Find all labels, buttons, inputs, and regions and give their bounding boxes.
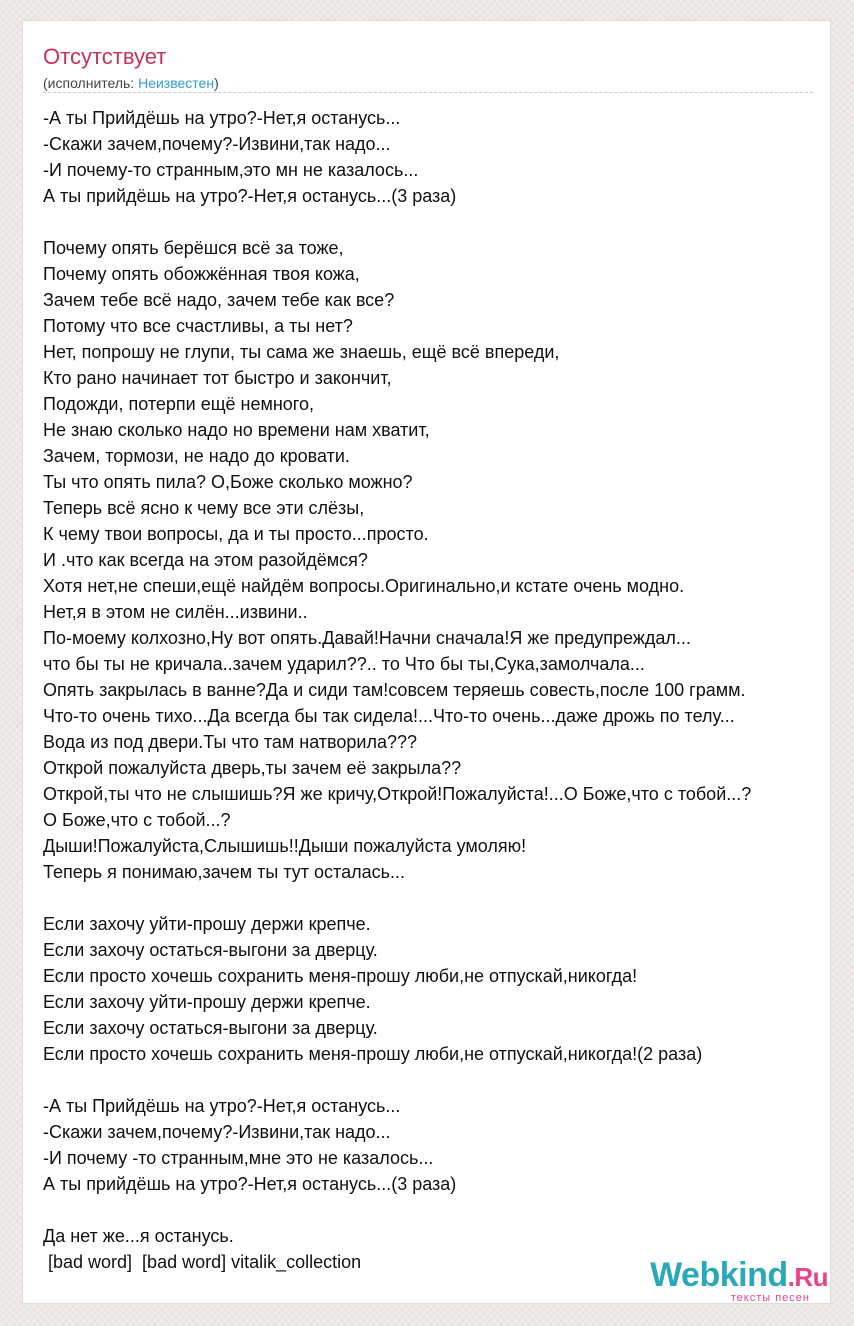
lyric-line: Если захочу остаться-выгони за дверцу. <box>43 1018 378 1038</box>
lyric-line: Зачем, тормози, не надо до кровати. <box>43 446 350 466</box>
lyric-line: -И почему-то странным,это мн не казалось... <box>43 160 419 180</box>
header-divider <box>43 92 813 93</box>
lyric-blank-line <box>43 1067 833 1093</box>
lyric-line: По-моему колхозно,Ну вот опять.Давай!Начни сначала!Я же предупреждал... <box>43 628 691 648</box>
watermark-subtitle: тексты песен <box>730 1292 810 1304</box>
lyric-line: Кто рано начинает тот быстро и закончит, <box>43 368 392 388</box>
watermark-tld: .Ru <box>787 1262 828 1292</box>
artist-prefix: (исполнитель: <box>43 75 139 91</box>
lyric-line: Почему опять берёшся всё за тоже, <box>43 238 344 258</box>
webkind-watermark <box>638 1256 828 1306</box>
lyric-line: Если просто хочешь сохранить меня-прошу люби,не отпускай,никогда! <box>43 966 638 986</box>
lyric-line: Почему опять обожжённая твоя кожа, <box>43 264 360 284</box>
lyric-line: Да нет же...я останусь. <box>43 1226 234 1246</box>
artist-line <box>43 74 219 92</box>
lyric-line: Что-то очень тихо...Да всегда бы так сидела!...Что-то очень...даже дрожь по телу... <box>43 706 735 726</box>
lyric-blank-line <box>43 885 833 911</box>
lyric-line: Нет, попрошу не глупи, ты сама же знаешь, ещё всё впереди, <box>43 342 560 362</box>
song-title: Отсутствует <box>43 44 167 69</box>
lyric-line: Если захочу уйти-прошу держи крепче. <box>43 992 371 1012</box>
lyric-line: -И почему -то странным,мне это не казалось... <box>43 1148 434 1168</box>
lyric-line: Не знаю сколько надо но времени нам хватит, <box>43 420 430 440</box>
lyric-line: -Скажи зачем,почему?-Извини,так надо... <box>43 1122 391 1142</box>
lyric-line: А ты прийдёшь на утро?-Нет,я останусь...(3 раза) <box>43 1174 457 1194</box>
lyric-line: Зачем тебе всё надо, зачем тебе как все? <box>43 290 395 310</box>
lyric-line: -А ты Прийдёшь на утро?-Нет,я останусь... <box>43 108 401 128</box>
lyric-line: Подожди, потерпи ещё немного, <box>43 394 314 414</box>
lyric-line: Если захочу уйти-прошу держи крепче. <box>43 914 371 934</box>
lyric-line: Нет,я в этом не силён...извини.. <box>43 602 308 622</box>
lyric-line: что бы ты не кричала..зачем ударил??.. то Что бы ты,Сука,замолчала... <box>43 654 645 674</box>
lyric-blank-line <box>43 1197 833 1223</box>
lyric-blank-line <box>43 209 833 235</box>
lyric-line: Опять закрылась в ванне?Да и сиди там!совсем теряешь совесть,после 100 грамм. <box>43 680 746 700</box>
lyric-line: Потому что все счастливы, а ты нет? <box>43 316 353 336</box>
lyric-line: -Скажи зачем,почему?-Извини,так надо... <box>43 134 391 154</box>
lyric-line: К чему твои вопросы, да и ты просто...просто. <box>43 524 429 544</box>
lyric-line: Теперь я понимаю,зачем ты тут осталась... <box>43 862 405 882</box>
lyric-line: А ты прийдёшь на утро?-Нет,я останусь...(3 раза) <box>43 186 457 206</box>
watermark-brand: Webkind <box>650 1256 788 1294</box>
lyric-line: Если просто хочешь сохранить меня-прошу люби,не отпускай,никогда!(2 раза) <box>43 1044 703 1064</box>
artist-link[interactable]: Неизвестен <box>138 75 215 91</box>
lyric-line: Открой,ты что не слышишь?Я же кричу,Открой!Пожалуйста!...О Боже,что с тобой...? <box>43 784 752 804</box>
lyric-line: Дыши!Пожалуйста,Слышишь!!Дыши пожалуйста умоляю! <box>43 836 527 856</box>
lyric-line: Открой пожалуйста дверь,ты зачем её закрыла?? <box>43 758 462 778</box>
lyric-line: Ты что опять пила? О,Боже сколько можно? <box>43 472 413 492</box>
lyrics-card <box>22 20 831 1304</box>
watermark-logo <box>650 1256 828 1296</box>
lyric-line: И .что как всегда на этом разойдёмся? <box>43 550 368 570</box>
lyric-line: Вода из под двери.Ты что там натворила??? <box>43 732 418 752</box>
lyric-line: О Боже,что с тобой...? <box>43 810 231 830</box>
lyric-line: Теперь всё ясно к чему все эти слёзы, <box>43 498 365 518</box>
lyric-line: Хотя нет,не спеши,ещё найдём вопросы.Оригинально,и кстате очень модно. <box>43 576 685 596</box>
lyric-line: Если захочу остаться-выгони за дверцу. <box>43 940 378 960</box>
artist-suffix: ) <box>214 75 219 91</box>
lyric-line: [bad word] [bad word] vitalik_collection <box>43 1252 362 1272</box>
lyrics-text <box>43 105 833 1275</box>
lyric-line: -А ты Прийдёшь на утро?-Нет,я останусь... <box>43 1096 401 1116</box>
